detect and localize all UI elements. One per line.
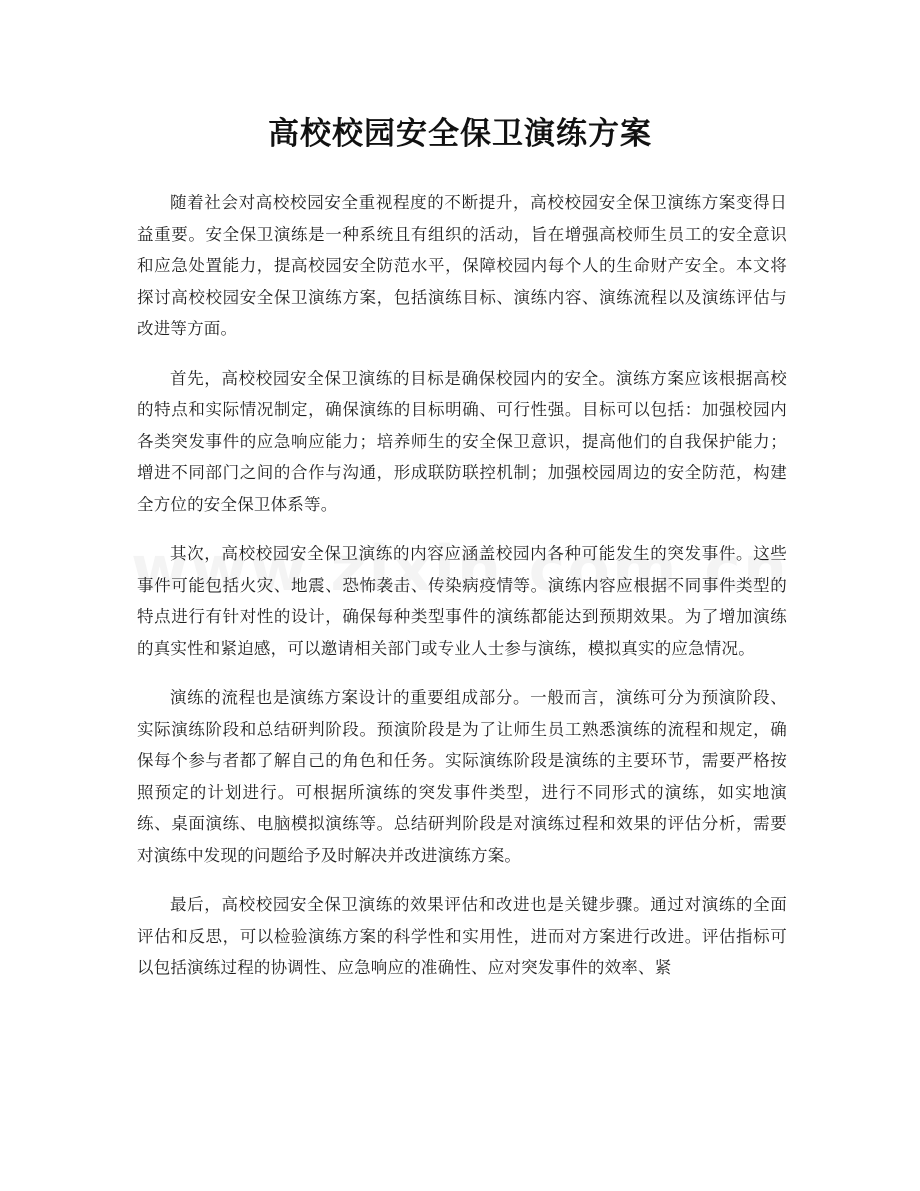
paragraph-evaluation: 最后，高校校园安全保卫演练的效果评估和改进也是关键步骤。通过对演练的全面评估和反思，可以检验演练方案的科学性和实用性，进而对方案进行改进。评估指标可以包括演练过程的协调性、应急响应的准确性、应对突发事件的效率、紧	[137, 895, 787, 977]
document-body	[137, 187, 787, 1002]
paragraph-goals: 首先，高校校园安全保卫演练的目标是确保校园内的安全。演练方案应该根据高校的特点和实际情况制定，确保演练的目标明确、可行性强。目标可以包括：加强校园内各类突发事件的应急响应能力；培养师生的安全保卫意识，提高他们的自我保护能力；增进不同部门之间的合作与沟通，形成联防联控机制；加强校园周边的安全防范，构建全方位的安全保卫体系等。	[137, 368, 787, 514]
document-title: 高校校园安全保卫演练方案	[268, 116, 652, 152]
paragraph-content: 其次，高校校园安全保卫演练的内容应涵盖校园内各种可能发生的突发事件。这些事件可能包括火灾、地震、恐怖袭击、传染病疫情等。演练内容应根据不同事件类型的特点进行有针对性的设计，确保每种类型事件的演练都能达到预期效果。为了增加演练的真实性和紧迫感，可以邀请相关部门或专业人士参与演练，模拟真实的应急情况。	[137, 544, 787, 658]
paragraph-intro: 随着社会对高校校园安全重视程度的不断提升，高校校园安全保卫演练方案变得日益重要。安全保卫演练是一种系统且有组织的活动，旨在增强高校师生员工的安全意识和应急处置能力，提高校园安全防范水平，保障校园内每个人的生命财产安全。本文将探讨高校校园安全保卫演练方案，包括演练目标、演练内容、演练流程以及演练评估与改进等方面。	[137, 193, 787, 338]
paragraph-process: 演练的流程也是演练方案设计的重要组成部分。一般而言，演练可分为预演阶段、实际演练阶段和总结研判阶段。预演阶段是为了让师生员工熟悉演练的流程和规定，确保每个参与者都了解自己的角色和任务。实际演练阶段是演练的主要环节，需要严格按照预定的计划进行。可根据所演练的突发事件类型，进行不同形式的演练，如实地演练、桌面演练、电脑模拟演练等。总结研判阶段是对演练过程和效果的评估分析，需要对演练中发现的问题给予及时解决并改进演练方案。	[137, 688, 787, 865]
